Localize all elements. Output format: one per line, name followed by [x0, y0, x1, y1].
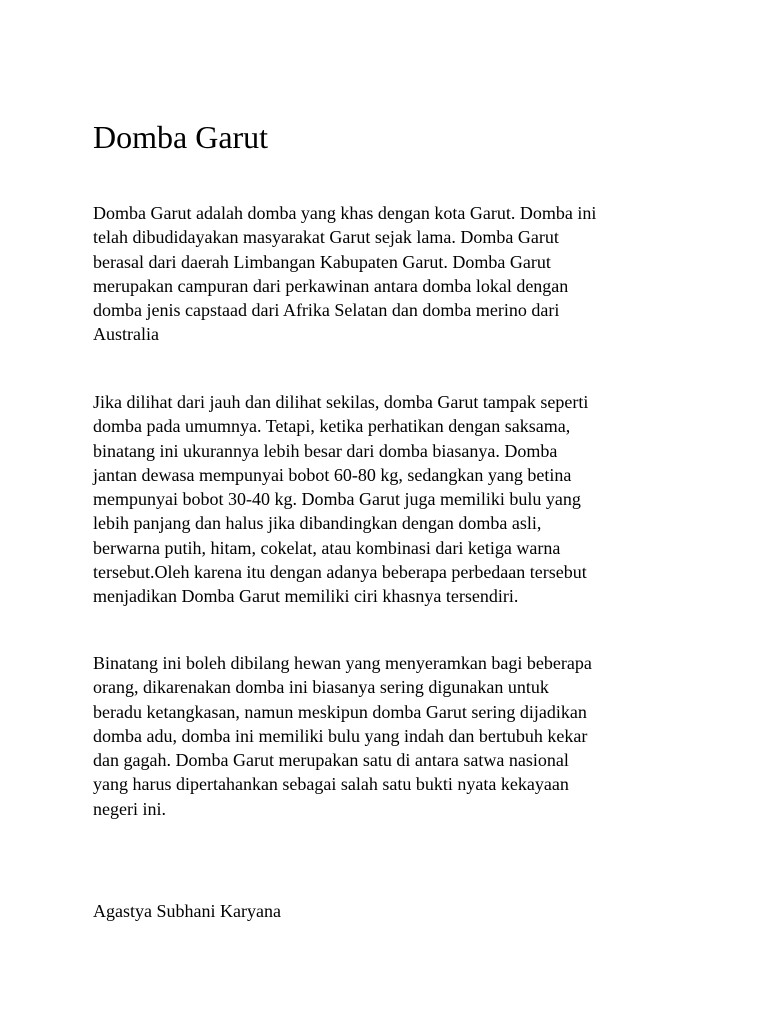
paragraph-line: binatang ini ukurannya lebih besar dari domba biasanya. Domba	[93, 440, 558, 461]
paragraph-line: domba pada umumnya. Tetapi, ketika perhatikan dengan saksama,	[93, 416, 571, 437]
paragraph-line: mempunyai bobot 30-40 kg. Domba Garut juga memiliki bulu yang	[93, 489, 581, 510]
paragraph-line: tersebut.Oleh karena itu dengan adanya beberapa perbedaan tersebut	[93, 562, 587, 583]
paragraph-line: domba jenis capstaad dari Afrika Selatan dan domba merino dari	[93, 300, 560, 321]
paragraph-line: negeri ini.	[93, 798, 166, 819]
paragraph-line: berwarna putih, hitam, cokelat, atau kombinasi dari ketiga warna	[93, 537, 561, 558]
paragraph-line: beradu ketangkasan, namun meskipun domba Garut sering dijadikan	[93, 701, 587, 722]
paragraph-line: Binatang ini boleh dibilang hewan yang menyeramkan bagi beberapa	[93, 653, 592, 673]
paragraph-line: orang, dikarenakan domba ini biasanya sering digunakan untuk	[93, 677, 549, 698]
paragraph-line: menjadikan Domba Garut memiliki ciri khasnya tersendiri.	[93, 586, 519, 607]
paragraph-intro	[93, 201, 693, 347]
paragraph-line: dan gagah. Domba Garut merupakan satu di antara satwa nasional	[93, 750, 569, 771]
paragraph-line: yang harus dipertahankan sebagai salah satu bukti nyata kekayaan	[93, 774, 569, 795]
paragraph-line: domba adu, domba ini memiliki bulu yang indah dan bertubuh kekar	[93, 725, 588, 746]
paragraph-line: berasal dari daerah Limbangan Kabupaten Garut. Domba Garut	[93, 251, 551, 272]
paragraph-line: Jika dilihat dari jauh dan dilihat sekilas, domba Garut tampak seperti	[93, 392, 589, 412]
paragraph-line: merupakan campuran dari perkawinan antara domba lokal dengan	[93, 275, 569, 296]
paragraph-line: Australia	[93, 324, 159, 345]
paragraph-appearance	[93, 390, 693, 609]
paragraph-line: lebih panjang dan halus jika dibandingkan dengan domba asli,	[93, 513, 542, 534]
paragraph-line: jantan dewasa mempunyai bobot 60-80 kg, sedangkan yang betina	[93, 464, 572, 485]
paragraph-significance	[93, 651, 693, 821]
document-title: Domba Garut	[93, 119, 269, 155]
paragraph-line: Domba Garut adalah domba yang khas dengan kota Garut. Domba ini	[93, 203, 597, 223]
paragraph-line: telah dibudidayakan masyarakat Garut sejak lama. Domba Garut	[93, 227, 559, 248]
author-name: Agastya Subhani Karyana	[93, 901, 281, 921]
